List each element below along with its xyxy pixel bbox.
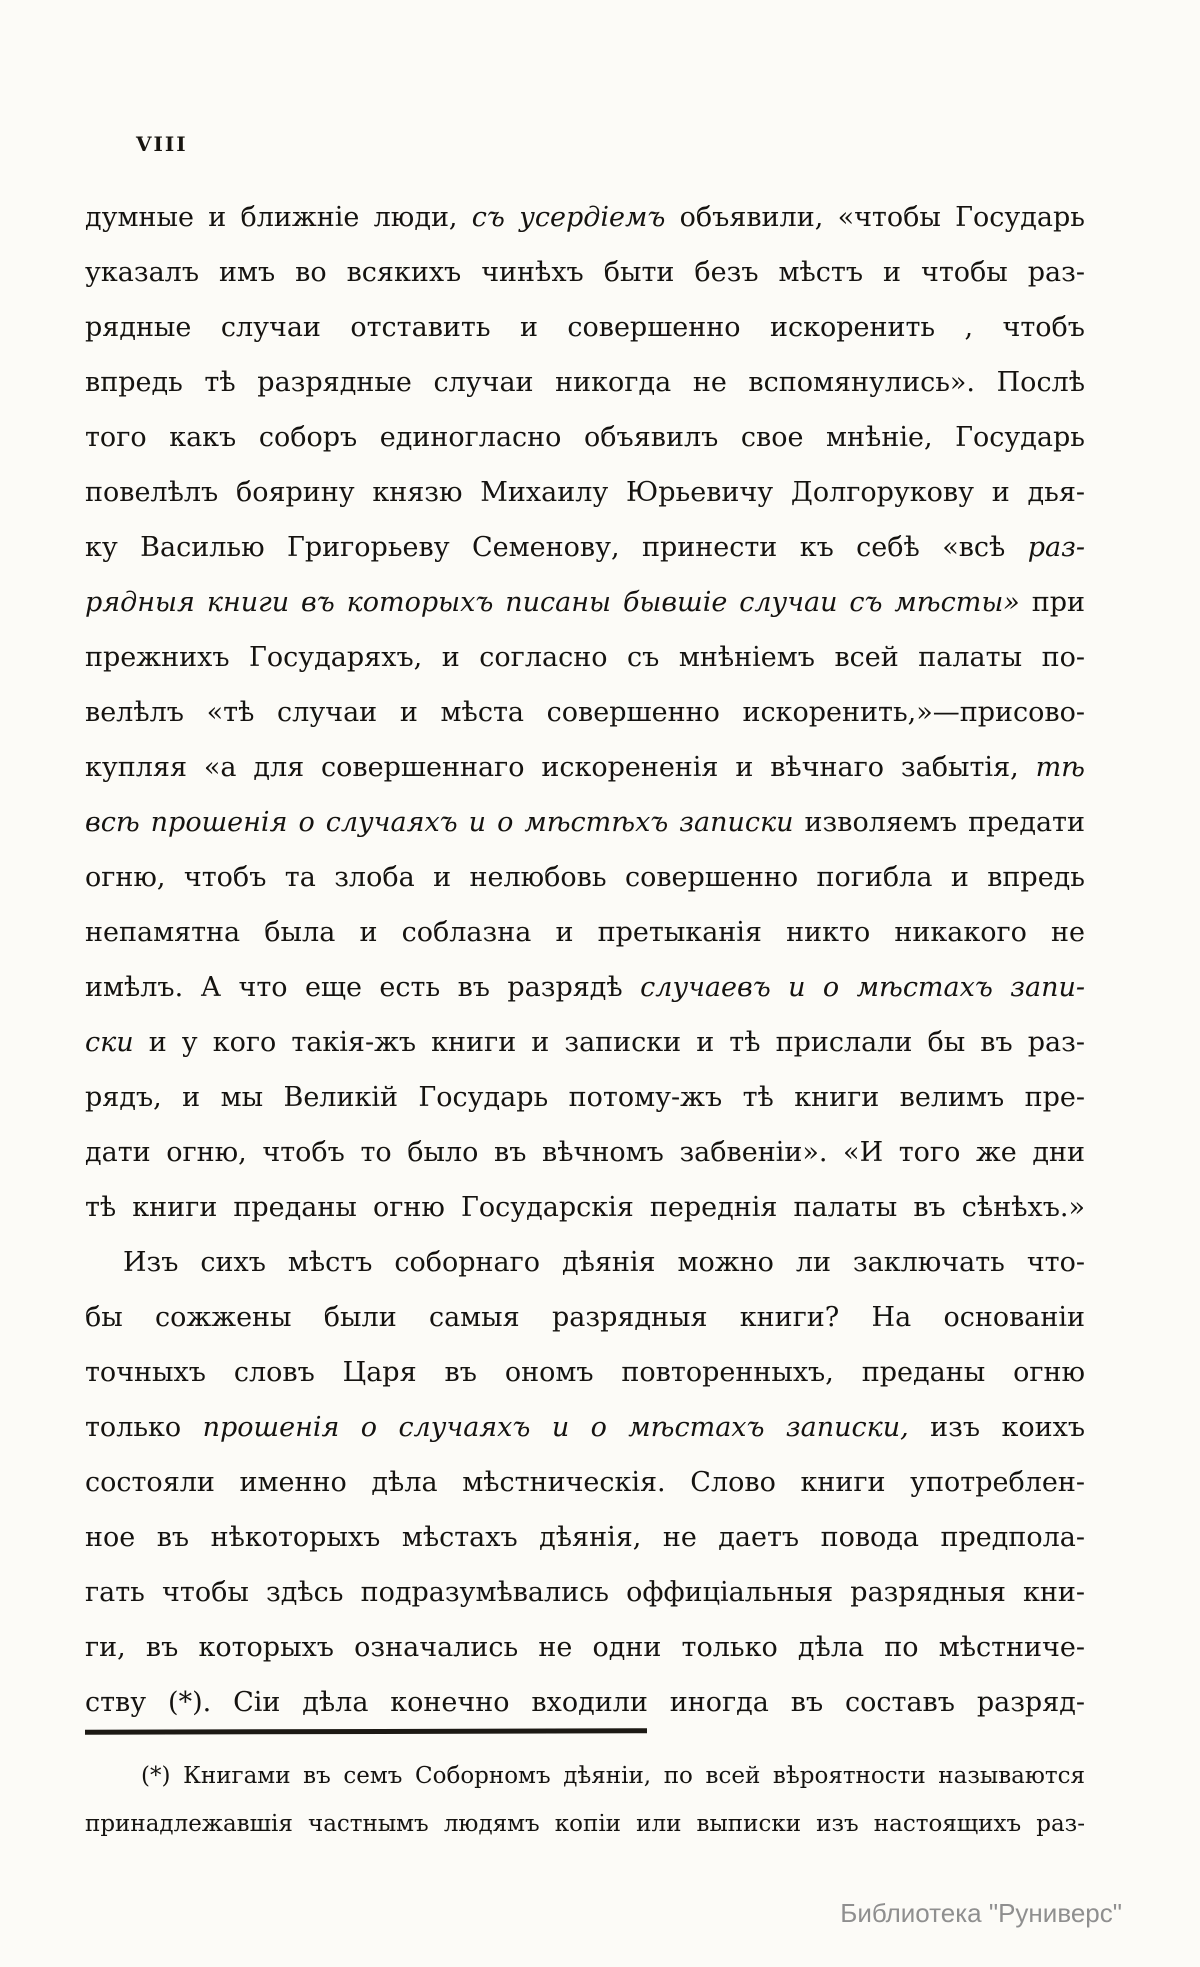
- text-segment: ное въ нѣкоторыхъ мѣстахъ дѣянія, не даетъ повода предпола-: [85, 1522, 1085, 1553]
- text-segment: бы сожжены были самыя разрядныя книги? На основаніи: [85, 1302, 1085, 1333]
- text-line: [85, 1235, 1085, 1290]
- text-segment: только: [85, 1412, 203, 1443]
- library-watermark: Библиотека "Руниверс": [840, 1898, 1122, 1928]
- text-segment: при: [1019, 587, 1085, 618]
- text-line: [85, 1070, 1085, 1125]
- italic-text-segment: раз-: [1027, 532, 1085, 563]
- text-line: [85, 1180, 1085, 1235]
- page-number: VIII: [136, 132, 188, 156]
- text-segment: повелѣлъ боярину князю Михаилу Юрьевичу Долгорукову и дья-: [85, 477, 1085, 508]
- text-segment: (*) Книгами въ семъ Соборномъ дѣяніи, по всей вѣроятности называются: [141, 1763, 1085, 1789]
- text-segment: дати огню, чтобъ то было въ вѣчномъ забвеніи». «И того же дни: [85, 1137, 1085, 1168]
- footnote-text: [85, 1752, 1085, 1848]
- text-segment: точныхъ словъ Царя въ ономъ повторенныхъ, преданы огню: [85, 1357, 1085, 1388]
- text-segment: принадлежавшія частнымъ людямъ копіи или выписки изъ настоящихъ раз-: [85, 1811, 1085, 1837]
- text-segment: впредь тѣ разрядные случаи никогда не вспомянулись». Послѣ: [85, 367, 1085, 398]
- text-segment: велѣлъ «тѣ случаи и мѣста совершенно искоренить,»—присово-: [85, 697, 1085, 728]
- text-segment: состояли именно дѣла мѣстническія. Слово книги употреблен-: [85, 1467, 1085, 1498]
- text-line: [85, 1400, 1085, 1455]
- text-line: [85, 520, 1085, 575]
- text-segment: думные и ближніе люди,: [85, 202, 472, 233]
- text-segment: гать чтобы здѣсь подразумѣвались оффиціальныя разрядныя кни-: [85, 1577, 1085, 1608]
- text-line: [85, 630, 1085, 685]
- italic-text-segment: прошенія о случаяхъ и о мѣстахъ записки,: [202, 1412, 909, 1443]
- text-line: [85, 1620, 1085, 1675]
- text-segment: огню, чтобъ та злоба и нелюбовь совершенно погибла и впредь: [85, 862, 1085, 893]
- text-line: [85, 300, 1085, 355]
- text-segment: имѣлъ. А что еще есть въ разрядѣ: [85, 972, 641, 1003]
- text-line: [85, 575, 1085, 630]
- text-line: [85, 1510, 1085, 1565]
- text-line: [85, 190, 1085, 245]
- italic-text-segment: рядныя книги въ которыхъ писаны бывшіе случаи съ мѣсты»: [85, 587, 1020, 618]
- text-segment: тѣ книги преданы огню Государскія переднія палаты въ сѣнѣхъ.»: [85, 1192, 1085, 1223]
- text-segment: того какъ соборъ единогласно объявилъ свое мнѣніе, Государь: [85, 422, 1085, 453]
- text-segment: ку Василью Григорьеву Семенову, принести къ себѣ «всѣ: [85, 532, 1028, 563]
- text-segment: изъ коихъ: [908, 1412, 1085, 1443]
- text-segment: рядные случаи отставить и совершенно искоренить , чтобъ: [85, 312, 1085, 343]
- text-line: [85, 1565, 1085, 1620]
- text-segment: рядъ, и мы Великій Государь потому-жъ тѣ книги велимъ пре-: [85, 1082, 1085, 1113]
- text-line: [85, 685, 1085, 740]
- text-line: [85, 1455, 1085, 1510]
- text-line: [85, 1290, 1085, 1345]
- text-segment: купляя «а для совершеннаго искорененія и вѣчнаго забытія,: [85, 752, 1036, 783]
- text-segment: объявили, «чтобы Государь: [665, 202, 1085, 233]
- body-text: [85, 190, 1085, 1730]
- text-line: [85, 1752, 1085, 1800]
- text-segment: изволяемъ предати: [793, 807, 1085, 838]
- text-segment: Изъ сихъ мѣстъ соборнаго дѣянія можно ли заключать что-: [123, 1247, 1085, 1278]
- text-line: [85, 410, 1085, 465]
- italic-text-segment: случаевъ и о мѣстахъ запи-: [640, 972, 1086, 1003]
- text-line: [85, 795, 1085, 850]
- text-line: [85, 960, 1085, 1015]
- text-line: [85, 740, 1085, 795]
- italic-text-segment: съ усердіемъ: [471, 202, 666, 233]
- footnote-separator-rule: [85, 1728, 647, 1734]
- text-line: [85, 1125, 1085, 1180]
- text-line: [85, 355, 1085, 410]
- text-line: [85, 245, 1085, 300]
- text-segment: ги, въ которыхъ означались не одни только дѣла по мѣстниче-: [85, 1632, 1085, 1663]
- italic-text-segment: тѣ: [1035, 752, 1085, 783]
- text-line: [85, 1800, 1085, 1848]
- text-line: [85, 850, 1085, 905]
- text-line: [85, 1345, 1085, 1400]
- text-segment: прежнихъ Государяхъ, и согласно съ мнѣніемъ всей палаты по-: [85, 642, 1085, 673]
- text-line: [85, 905, 1085, 960]
- italic-text-segment: всѣ прошенія о случаяхъ и о мѣстѣхъ записки: [85, 807, 794, 838]
- text-segment: непамятна была и соблазна и претыканія никто никакого не: [85, 917, 1085, 948]
- text-line: [85, 465, 1085, 520]
- text-segment: ству (*). Сіи дѣла конечно входили иногда въ составъ разряд-: [85, 1687, 1085, 1718]
- text-segment: указалъ имъ во всякихъ чинѣхъ быти безъ мѣстъ и чтобы раз-: [85, 257, 1085, 288]
- text-line: [85, 1675, 1085, 1730]
- text-segment: и у кого такія-жъ книги и записки и тѣ прислали бы въ раз-: [133, 1027, 1085, 1058]
- text-line: [85, 1015, 1085, 1070]
- italic-text-segment: ски: [85, 1027, 134, 1058]
